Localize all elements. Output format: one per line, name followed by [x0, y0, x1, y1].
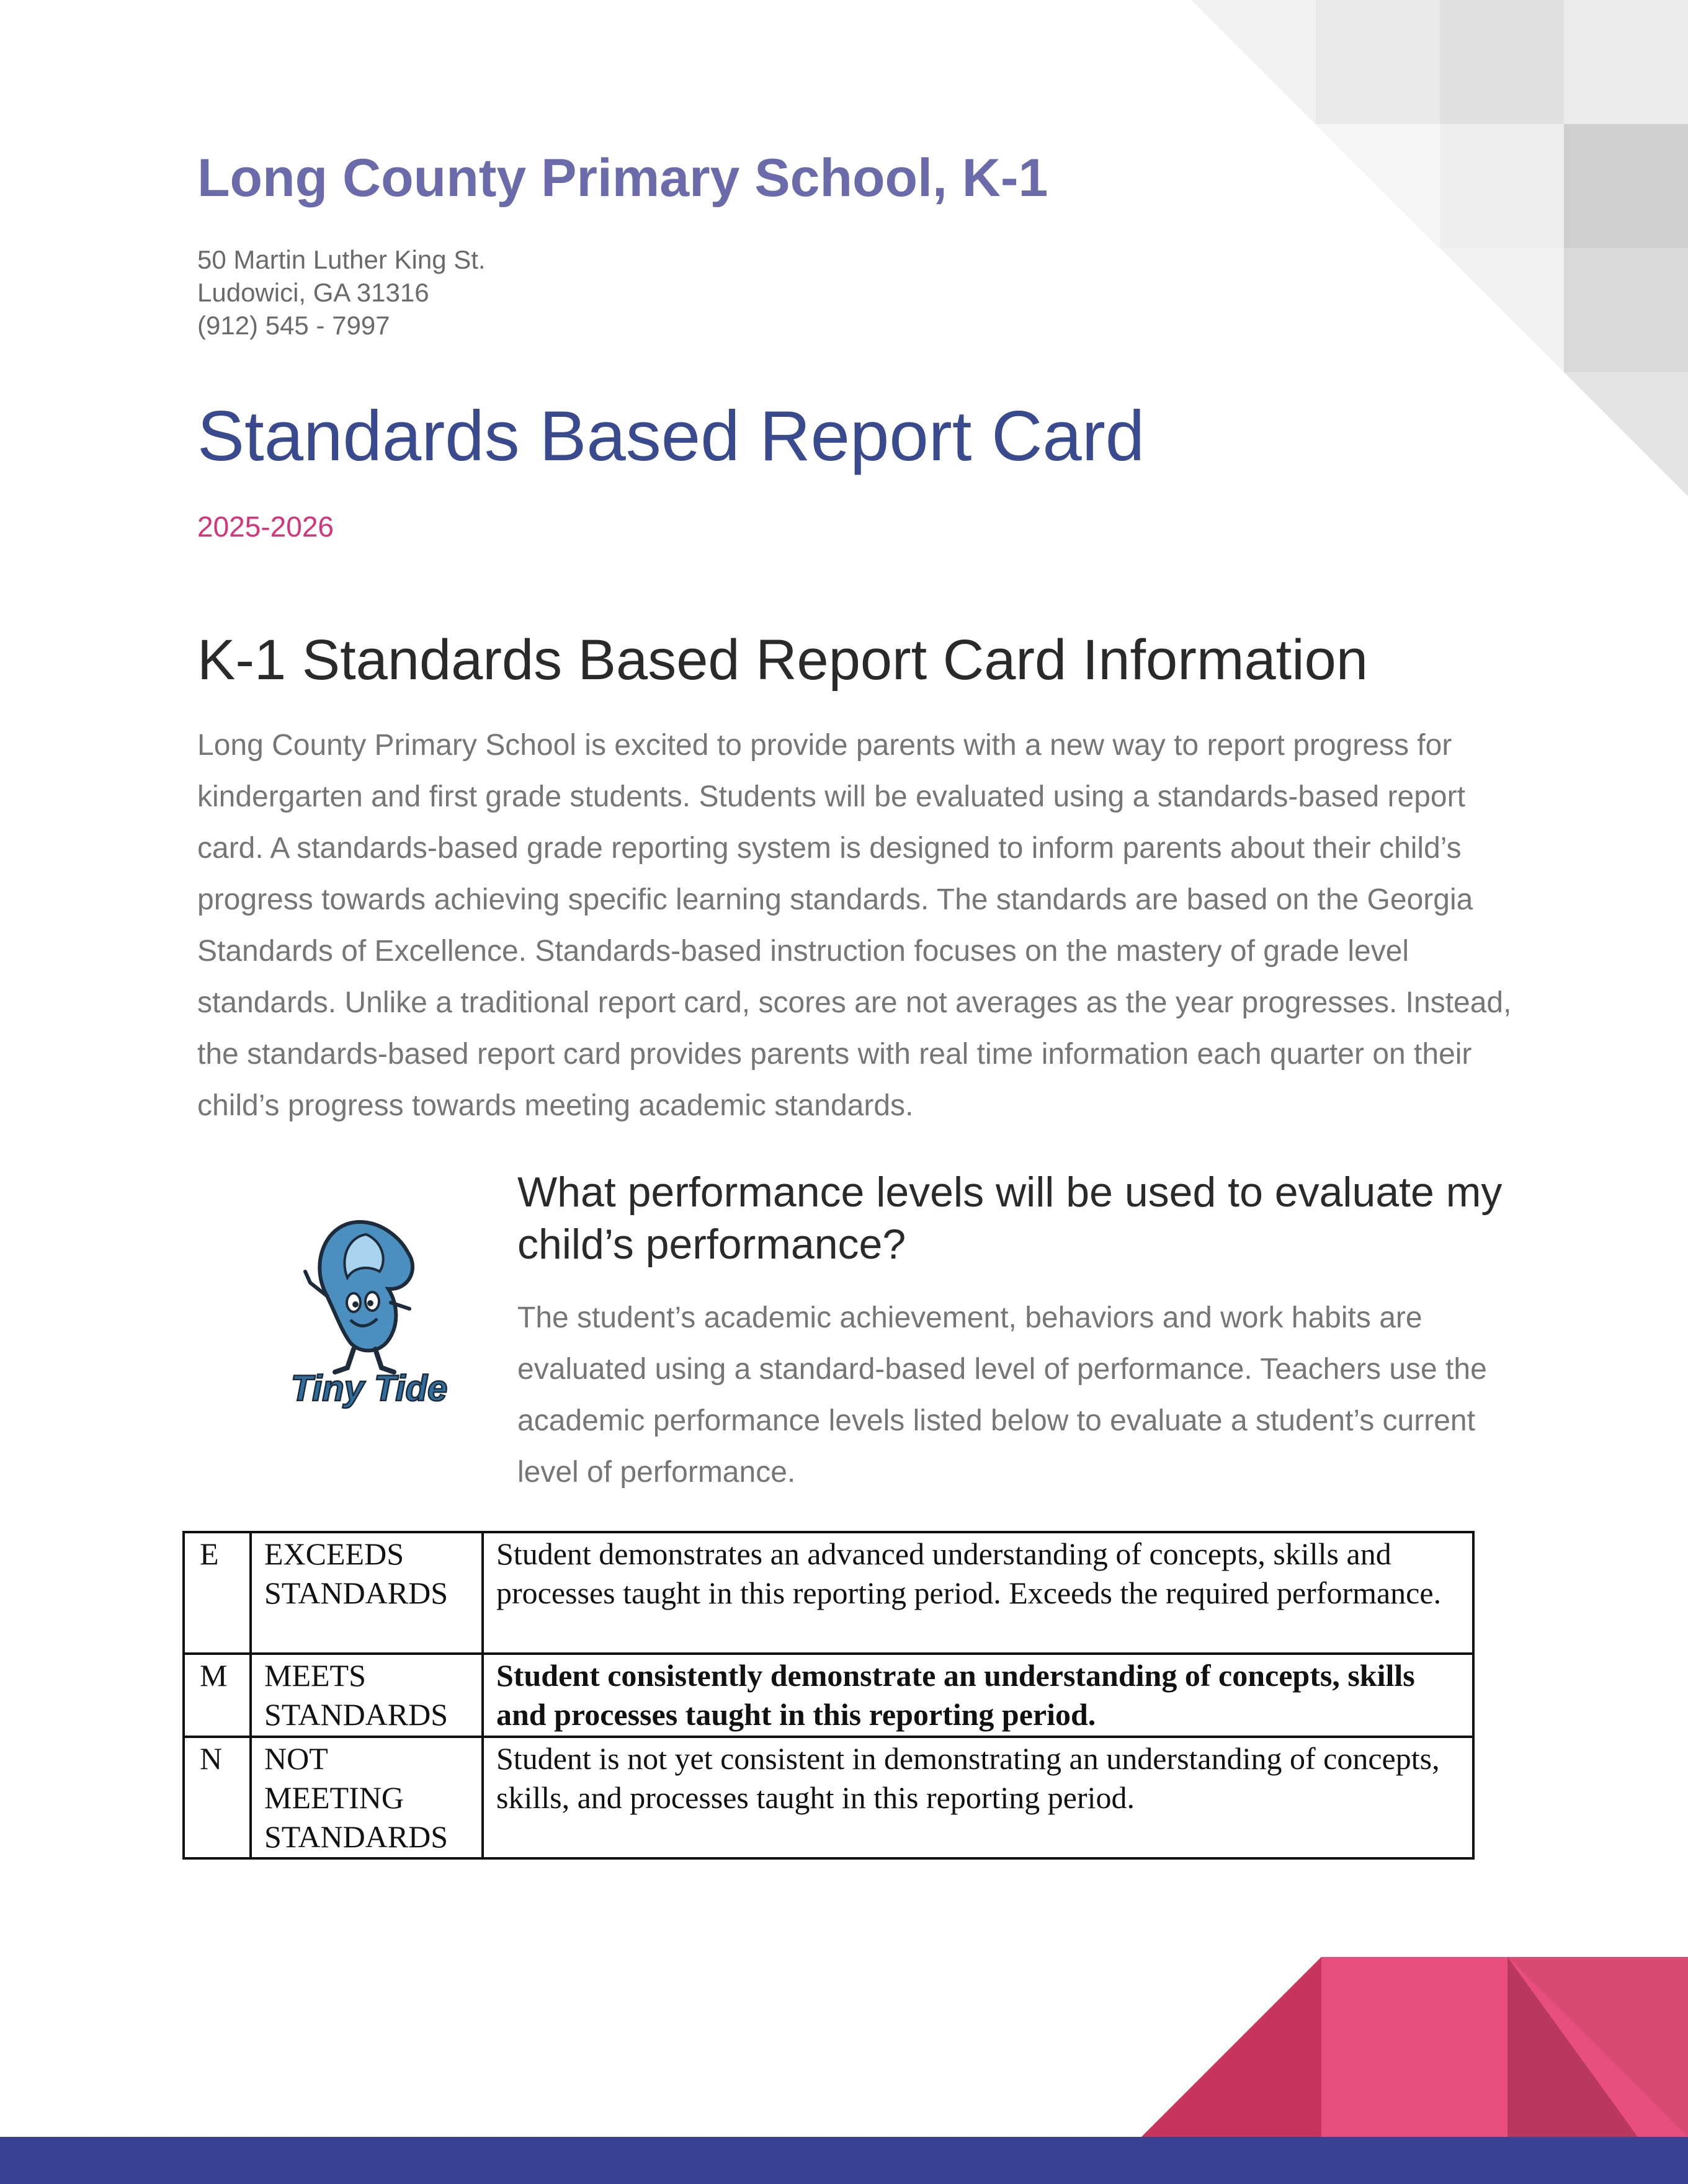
level-code: M — [184, 1654, 251, 1737]
performance-levels-table — [182, 1531, 1475, 1860]
wave-mascot-icon — [305, 1222, 413, 1372]
tiny-tide-logo — [267, 1210, 471, 1414]
table-row — [184, 1654, 1473, 1737]
level-description: Student consistently demonstrate an understanding of concepts, skills and processes taught in this reporting period. — [483, 1654, 1473, 1737]
level-description: Student is not yet consistent in demonstrating an understanding of concepts, skills, and processes taught in this reporting period. — [483, 1737, 1473, 1858]
logo-wordmark: Tiny Tide — [290, 1368, 448, 1409]
level-description: Student demonstrates an advanced understanding of concepts, skills and processes taught in this reporting period. Exceeds the required performance. — [483, 1532, 1473, 1654]
school-year: 2025-2026 — [197, 510, 334, 543]
phone-number: (912) 545 - 7997 — [197, 311, 390, 340]
address-line-1: 50 Martin Luther King St. — [197, 245, 486, 274]
footer-bar — [0, 2137, 1688, 2184]
corner-pattern-top-right — [1191, 0, 1688, 496]
table-row — [184, 1737, 1473, 1858]
corner-pattern-bottom-right — [1141, 1957, 1688, 2137]
info-heading: K-1 Standards Based Report Card Information — [197, 628, 1368, 692]
address-line-2: Ludowici, GA 31316 — [197, 278, 429, 307]
performance-heading: What performance levels will be used to evaluate my child’s performance? — [517, 1169, 1503, 1268]
school-name: Long County Primary School, K-1 — [197, 148, 1048, 208]
table-row — [184, 1532, 1473, 1654]
info-paragraph: Long County Primary School is excited to provide parents with a new way to report progress for kindergarten and first grade students. Students will be evaluated using a standards-based report card. A standards-based grade reporting system is designed to inform parents about their child’s progress towards achieving specific learning standards. The standards are based on the Georgia Standards of Excellence. Standards-based instruction focuses on the mastery of grade level standards. Unlike a traditional report card, scores are not averages as the year progresses. Instead, the standards-based report card provides parents with real time information each quarter on their child’s progress towards meeting academic standards. — [197, 729, 1512, 1122]
level-code: E — [184, 1532, 251, 1654]
level-label: EXCEEDS STANDARDS — [251, 1532, 483, 1654]
school-address — [197, 243, 486, 342]
level-code: N — [184, 1737, 251, 1858]
performance-paragraph: The student’s academic achievement, behaviors and work habits are evaluated using a standard-based level of performance. Teachers use the academic performance levels listed below to evaluate a student’s current level of performance. — [517, 1301, 1487, 1489]
level-label: NOT MEETING STANDARDS — [251, 1737, 483, 1858]
page-title: Standards Based Report Card — [197, 397, 1145, 476]
level-label: MEETS STANDARDS — [251, 1654, 483, 1737]
